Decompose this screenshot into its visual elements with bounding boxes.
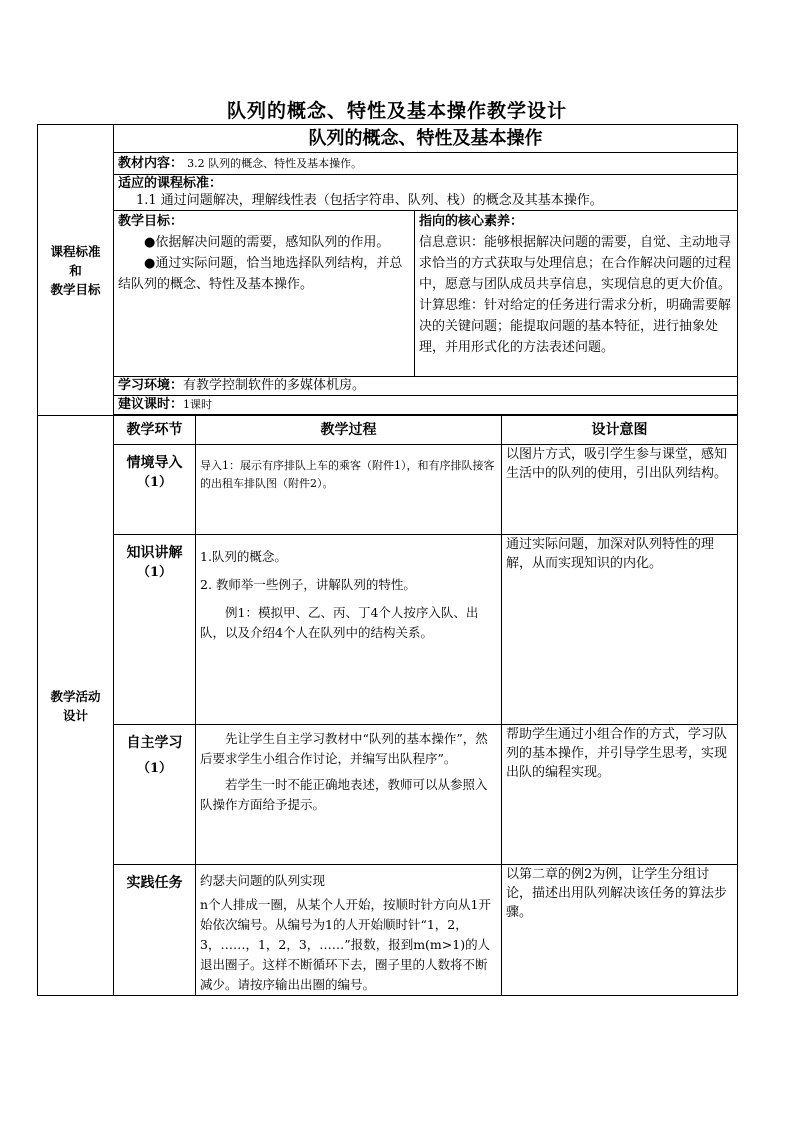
- teaching-goals-cell: [114, 211, 415, 377]
- intent-cell: 以图片方式，吸引学生参与课堂，感知生活中的队列的使用，引出队列结构。: [502, 445, 738, 535]
- standard-row: [114, 175, 738, 211]
- document-title: 队列的概念、特性及基本操作教学设计: [226, 100, 567, 122]
- standard-value: 1.1 通过问题解决，理解线性表（包括字符串、队列、栈）的概念及其基本操作。: [136, 193, 603, 208]
- process-cell: [196, 725, 502, 865]
- stage-name: 自主学习: [126, 735, 183, 751]
- col-header-stage: 教学环节: [114, 416, 196, 445]
- stage-cell: [114, 865, 196, 996]
- goal-item: ●依据解决问题的需要，感知队列的作用。: [144, 235, 390, 250]
- material-label: 教材内容：: [118, 156, 184, 171]
- stage-name: 知识讲解: [126, 545, 183, 561]
- process-text: 2. 教师举一些例子，讲解队列的特性。: [200, 577, 416, 592]
- process-text: 若学生一时不能正确地表述，教师可以从参照入队操作方面给予提示。: [200, 777, 488, 812]
- env-label: 学习环境：: [118, 378, 184, 393]
- lesson-title: 队列的概念、特性及基本操作: [114, 125, 738, 153]
- stage-cell: [114, 725, 196, 865]
- core-literacy-cell: [415, 211, 738, 377]
- process-text: 例1：模拟甲、乙、丙、丁4个人按序入队、出队，以及介绍4个人在队列中的结构关系。: [200, 605, 479, 640]
- process-text: 约瑟夫问题的队列实现: [200, 873, 326, 888]
- goals-label: 教学目标：: [118, 214, 184, 229]
- stage-sub: （1）: [136, 475, 173, 490]
- hours-label: 建议课时：: [118, 397, 184, 412]
- literacy-item: 信息意识：能够根据解决问题的需要，自觉、主动地寻求恰当的方式获取与处理信息；在合作解决问题的过程中，愿意与团队成员共享信息，实现信息的更大价值。: [419, 235, 732, 292]
- goal-item: ●通过实际问题，恰当地选择队列结构，并总结队列的概念、特性及基本操作。: [118, 256, 403, 292]
- process-text: n个人排成一圈，从某个人开始，按顺时针方向从1开始依次编号。从编号为1的人开始顺时针“1，2，3，……，1，2，3，……”报数，报到m(m>1)的人退出圈子。这样不断循环下去，圈子里的人数将不断减少。请按序输出出圈的编号。: [200, 897, 492, 992]
- standard-label: 适应的课程标准：: [118, 176, 223, 191]
- section-header-standards-text: 课程标准 和 教学目标: [50, 243, 101, 297]
- lesson-design-table: [37, 124, 738, 996]
- stage-cell: [114, 445, 196, 535]
- table-row: [38, 535, 738, 725]
- col-header-intent: 设计意图: [502, 416, 738, 445]
- material-value: 3.2 队列的概念、特性及基本操作。: [187, 157, 363, 170]
- literacy-item: 计算思维：针对给定的任务进行需求分析，明确需要解决的关键问题；能提取问题的基本特征，进行抽象处理，并用形式化的方法表述问题。: [419, 298, 732, 355]
- intent-cell: 帮助学生通过小组合作的方式，学习队列的基本操作，并引导学生思考，实现出队的编程实现。: [502, 725, 738, 865]
- section-header-activities-text: 教学活动 设计: [50, 688, 101, 723]
- process-text: 先让学生自主学习教材中“队列的基本操作”，然后要求学生小组合作讨论，并编写出队程序”。: [200, 731, 488, 766]
- env-value: 有教学控制软件的多媒体机房。: [183, 378, 366, 393]
- stage-cell: [114, 535, 196, 725]
- material-row: [114, 153, 738, 175]
- section-header-activities: [38, 416, 114, 996]
- table-row: [38, 725, 738, 865]
- hours-value: 1课时: [183, 398, 213, 411]
- stage-name: 情境导入: [126, 455, 183, 471]
- table-row: [38, 865, 738, 996]
- process-cell: [196, 535, 502, 725]
- stage-sub: （1）: [136, 761, 173, 776]
- table-row: [38, 445, 738, 535]
- stage-sub: （1）: [136, 565, 173, 580]
- intent-cell: 以第二章的例2为例，让学生分组讨论，描述出用队列解决该任务的算法步骤。: [502, 865, 738, 996]
- hours-row: [114, 396, 738, 415]
- process-text: 1.队列的概念。: [200, 549, 287, 564]
- process-cell: [196, 865, 502, 996]
- stage-name: 实践任务: [126, 875, 183, 891]
- environment-row: [114, 377, 738, 396]
- col-header-process: 教学过程: [196, 416, 502, 445]
- section-header-standards: [38, 125, 114, 416]
- literacy-label: 指向的核心素养：: [419, 214, 524, 229]
- intent-cell: 通过实际问题，加深对队列特性的理解，从而实现知识的内化。: [502, 535, 738, 725]
- process-cell: [196, 445, 502, 535]
- process-text: 导入1：展示有序排队上车的乘客（附件1），和有序排队接客的出租车排队图（附件2）。: [200, 459, 495, 490]
